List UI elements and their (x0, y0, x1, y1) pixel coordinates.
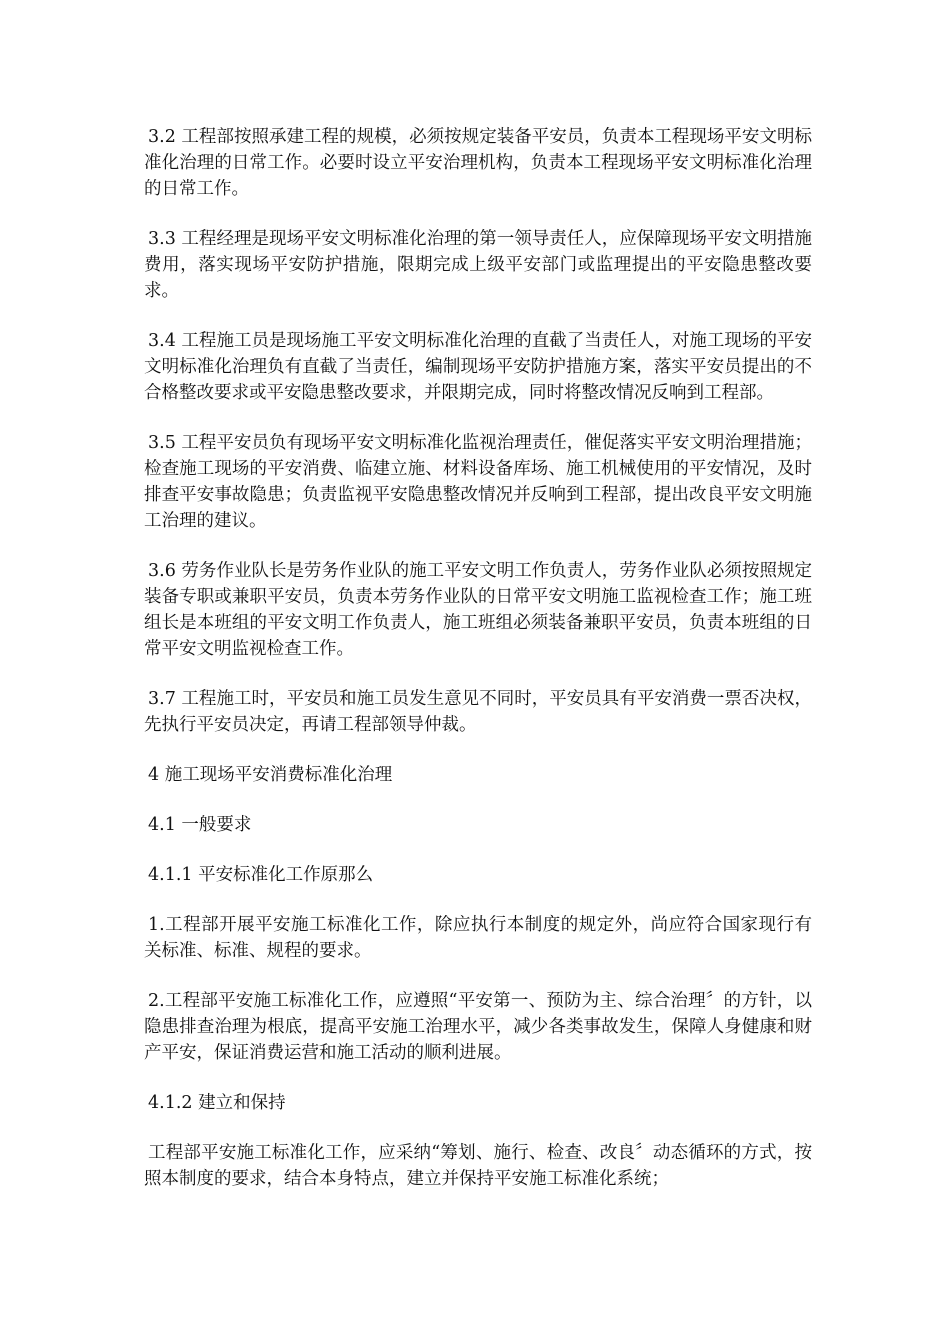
list-item-1: 1.工程部开展平安施工标准化工作，除应执行本制度的规定外，尚应符合国家现行有关标准、标准、规程的要求。 (144, 915, 812, 961)
paragraph-3-3: 3.3 工程经理是现场平安文明标准化治理的第一领导责任人，应保障现场平安文明措施费用，落实现场平安防护措施，限期完成上级平安部门或监理提出的平安隐患整改要求。 (144, 229, 812, 301)
document-page (144, 124, 812, 1216)
section-heading-4-1: 4.1 一般要求 (148, 815, 252, 835)
paragraph-3-7: 3.7 工程施工时，平安员和施工员发生意见不同时，平安员具有平安消费一票否决权，先执行平安员决定，再请工程部领导仲裁。 (144, 689, 812, 735)
section-heading-4: 4 施工现场平安消费标准化治理 (148, 765, 393, 785)
paragraph-3-6: 3.6 劳务作业队长是劳务作业队的施工平安文明工作负责人，劳务作业队必须按照规定装备专职或兼职平安员，负责本劳务作业队的日常平安文明施工监视检查工作；施工班组长是本班组的平安文明工作负责人，施工班组必须装备兼职平安员，负责本班组的日常平安文明监视检查工作。 (144, 561, 812, 659)
paragraph-3-4: 3.4 工程施工员是现场施工平安文明标准化治理的直截了当责任人，对施工现场的平安文明标准化治理负有直截了当责任，编制现场平安防护措施方案，落实平安员提出的不合格整改要求或平安隐患整改要求，并限期完成，同时将整改情况反响到工程部。 (144, 331, 812, 403)
list-item-2: 2.工程部平安施工标准化工作，应遵照“平安第一、预防为主、综合治理〞的方针，以隐患排查治理为根底，提高平安施工治理水平，减少各类事故发生，保障人身健康和财产平安，保证消费运营和施工活动的顺利进展。 (144, 991, 812, 1063)
paragraph-4-1-2-body: 工程部平安施工标准化工作，应采纳“筹划、施行、检查、改良〞动态循环的方式，按照本制度的要求，结合本身特点，建立并保持平安施工标准化系统； (144, 1143, 812, 1189)
section-heading-4-1-1: 4.1.1 平安标准化工作原那么 (148, 865, 374, 885)
paragraph-3-5: 3.5 工程平安员负有现场平安文明标准化监视治理责任，催促落实平安文明治理措施；检查施工现场的平安消费、临建立施、材料设备库场、施工机械使用的平安情况，及时排查平安事故隐患；负责监视平安隐患整改情况并反响到工程部，提出改良平安文明施工治理的建议。 (144, 433, 812, 531)
paragraph-3-2: 3.2 工程部按照承建工程的规模，必须按规定装备平安员，负责本工程现场平安文明标准化治理的日常工作。必要时设立平安治理机构，负责本工程现场平安文明标准化治理的日常工作。 (144, 127, 812, 199)
section-heading-4-1-2: 4.1.2 建立和保持 (148, 1093, 286, 1113)
